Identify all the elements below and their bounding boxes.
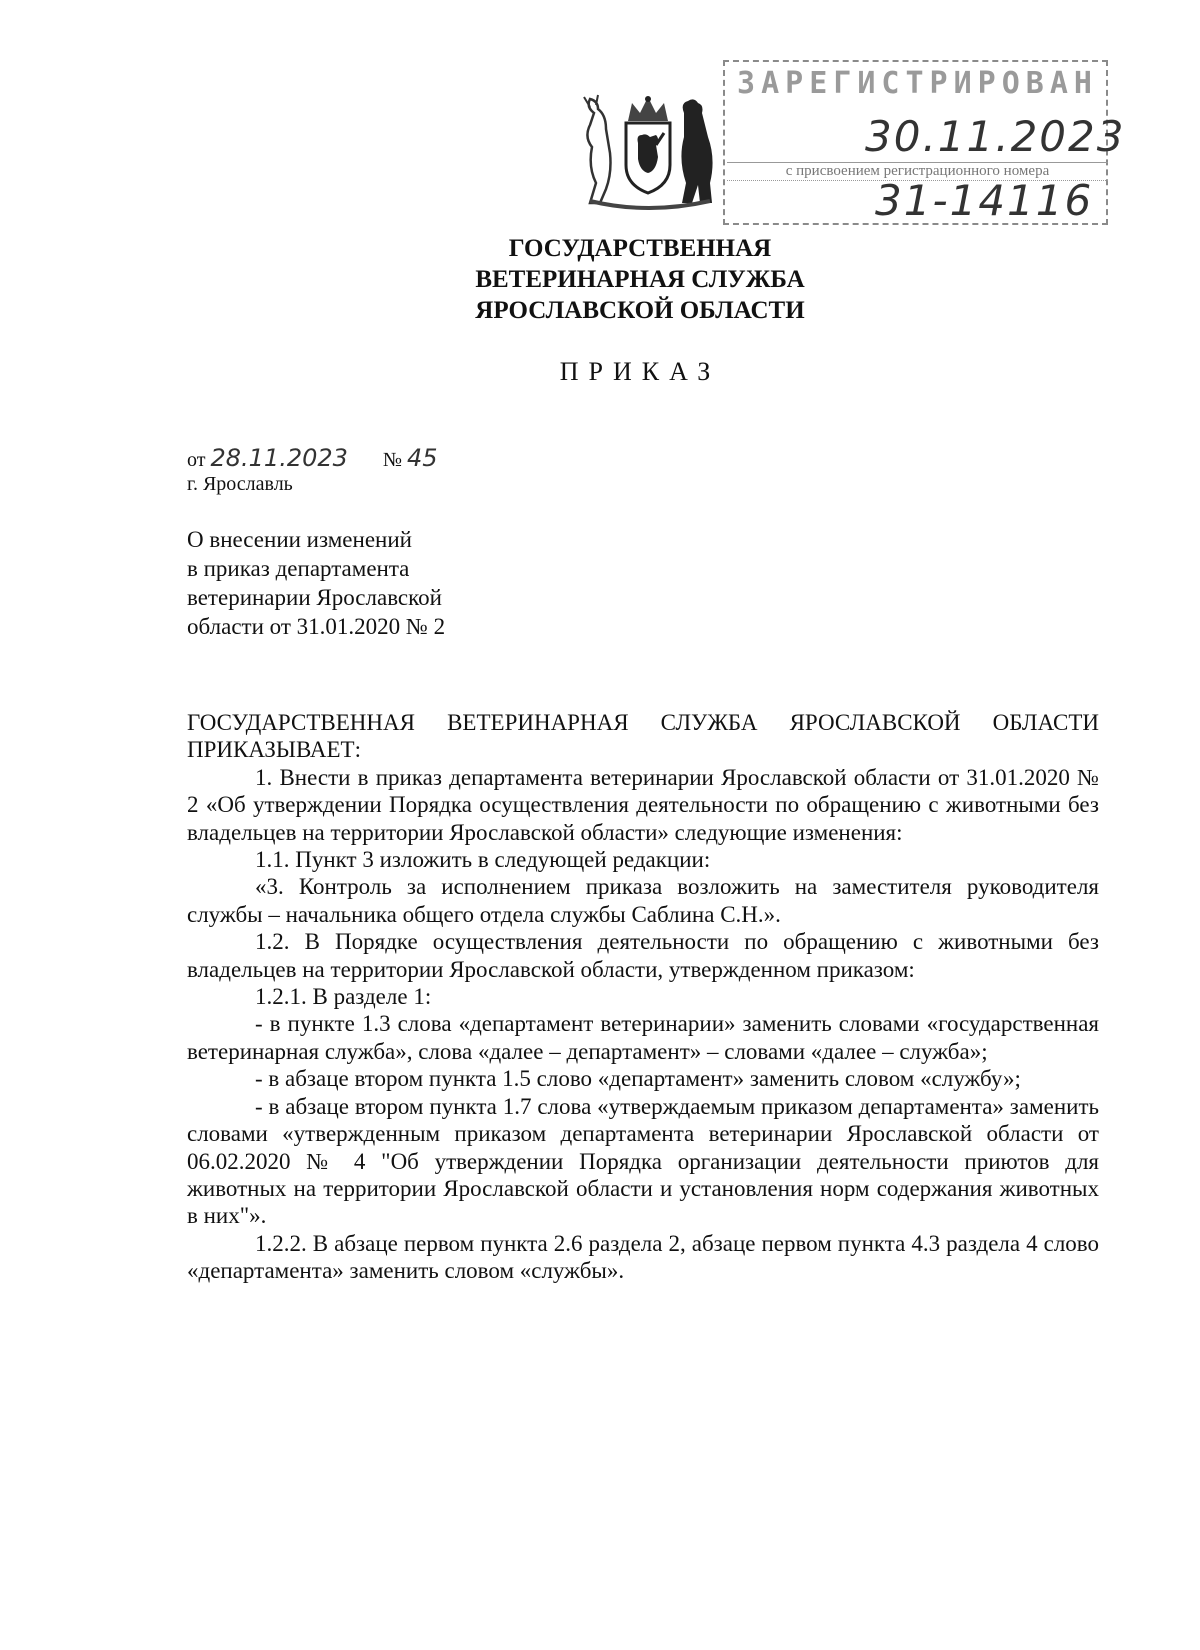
stamp-date: 30.11.2023 <box>865 112 1126 161</box>
subject-line: О внесении изменений <box>187 527 412 552</box>
organization-line: ЯРОСЛАВСКОЙ ОБЛАСТИ <box>475 297 805 324</box>
body-paragraph: - в абзаце втором пункта 1.7 слова «утверждаемым приказом департамента» заменить словами «утвержденным приказом департамента ветеринарии Ярославской области от 06.02.2020 № 4 "Об утверждении Порядка организации деятельности приютов для животных на территории Ярославской области и установления норм содержания животных в них"». <box>187 1093 1099 1229</box>
body-paragraph: 1.2.1. В разделе 1: <box>255 984 432 1010</box>
registration-stamp <box>723 60 1126 225</box>
order-number: 45 <box>407 444 438 472</box>
body-paragraph: «3. Контроль за исполнением приказа возложить на заместителя руководителя службы – начальника общего отдела службы Саблина С.Н.». <box>187 874 1099 927</box>
city: г. Ярославль <box>187 473 293 495</box>
number-label: № <box>382 449 402 471</box>
stamp-registration-number: 31-14116 <box>875 176 1094 225</box>
order-date-number <box>187 444 438 472</box>
organization-name <box>380 233 900 326</box>
order-body <box>187 709 1099 1285</box>
body-paragraph: 1.2. В Порядке осуществления деятельности по обращению с животными без владельцев на территории Ярославской области, утвержденном приказом: <box>187 929 1099 982</box>
document-type-title: ПРИКАЗ <box>559 357 721 386</box>
body-paragraph: 1.2.2. В абзаце первом пункта 2.6 раздела 2, абзаце первом пункта 4.3 раздела 4 слово «департамента» заменить словом «службы». <box>187 1230 1099 1284</box>
subject-line: ветеринарии Ярославской <box>187 585 442 610</box>
subject-line: области от 31.01.2020 № 2 <box>187 614 446 639</box>
organization-line: ГОСУДАРСТВЕННАЯ <box>508 235 772 262</box>
body-paragraph: - в абзаце втором пункта 1.5 слово «департамент» заменить словом «службу»; <box>255 1066 1021 1092</box>
order-subject <box>187 525 445 641</box>
from-label: от <box>187 449 206 471</box>
organization-line: ВЕТЕРИНАРНАЯ СЛУЖБА <box>475 266 805 293</box>
coat-of-arms-emblem <box>576 93 720 210</box>
body-paragraph: 1.1. Пункт 3 изложить в следующей редакции: <box>255 847 711 873</box>
subject-line: в приказ департамента <box>187 556 410 581</box>
order-intro: ГОСУДАРСТВЕННАЯ ВЕТЕРИНАРНАЯ СЛУЖБА ЯРОСЛАВСКОЙ ОБЛАСТИ ПРИКАЗЫВАЕТ: <box>187 710 1099 763</box>
body-paragraph: 1. Внести в приказ департамента ветеринарии Ярославской области от 31.01.2020 № 2 «Об утверждении Порядка осуществления деятельности по обращению с животными без владельцев на территории Ярославской области» следующие изменения: <box>187 764 1099 845</box>
stamp-title: ЗАРЕГИСТРИРОВАН <box>737 66 1098 101</box>
body-paragraph: - в пункте 1.3 слова «департамент ветеринарии» заменить словами «государственная ветеринарная служба», слова «далее – департамент» – словами «далее – служба»; <box>187 1011 1099 1064</box>
order-date: 28.11.2023 <box>210 444 348 472</box>
stamp-subtitle: с присвоением регистрационного номера <box>727 162 1108 181</box>
